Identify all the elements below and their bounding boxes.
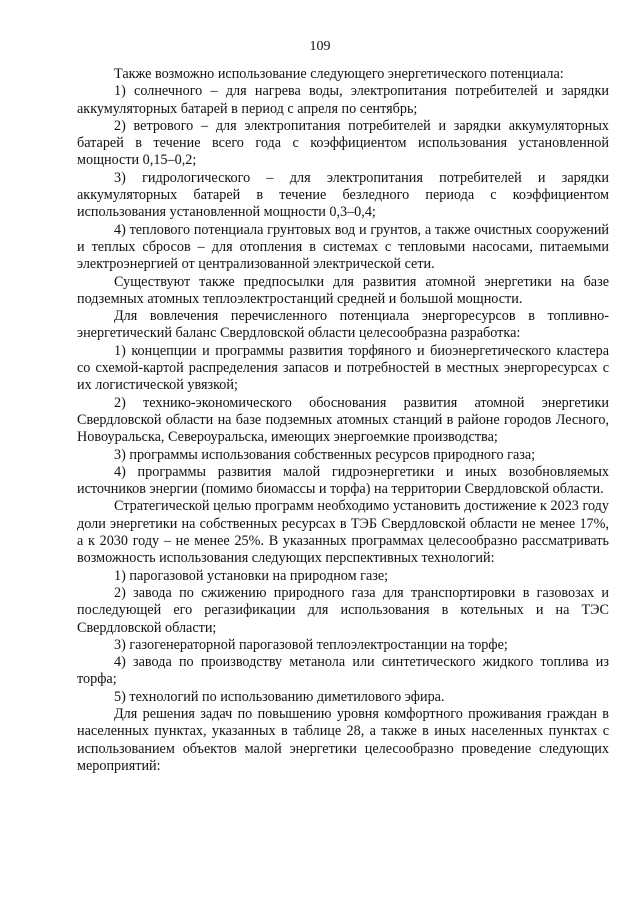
paragraph: Стратегической целью программ необходимо установить достижение к 2023 году доли энергетики на собственных ресурсах в ТЭБ Свердловской области не менее 17%, а к 2030 году – не менее 25%. В указанных программах целесообразно рассматривать возможность использования следующих перспективных технологий: — [77, 498, 609, 567]
list-item: 5) технологий по использованию диметилового эфира. — [114, 688, 445, 705]
list-item: 4) программы развития малой гидроэнергетики и иных возобновляемых источников энергии (помимо биомассы и торфа) на территории Свердловской области. — [77, 463, 609, 498]
list-item: 1) солнечного – для нагрева воды, электропитания потребителей и зарядки аккумуляторных батарей в период с апреля по сентябрь; — [77, 83, 609, 117]
list-item: 4) завода по производству метанола или синтетического жидкого топлива из торфа; — [77, 654, 609, 688]
paragraph: Также возможно использование следующего энергетического потенциала: — [114, 66, 564, 82]
page-number: 109 — [309, 39, 331, 54]
list-item: 1) парогазовой установки на природном газе; — [114, 567, 389, 584]
list-item: 2) технико-экономического обоснования развития атомной энергетики Свердловской области на базе подземных атомных станций в районе городов Лесного, Новоуральска, Североуральска, имеющих энергоемкие производства; — [77, 394, 609, 446]
list-item: 3) гидрологического – для электропитания потребителей и зарядки аккумуляторных батарей в течение безледного периода с коэффициентом использования установленной мощности 0,3–0,4; — [77, 169, 609, 221]
list-item: 2) завода по сжижению природного газа для транспортировки в газовозах и последующей его регазификации для использования в котельных и на ТЭС Свердловской области; — [77, 584, 609, 636]
body-text — [77, 66, 609, 775]
list-item: 3) программы использования собственных ресурсов природного газа; — [114, 446, 536, 463]
list-item: 4) теплового потенциала грунтовых вод и грунтов, а также очистных сооружений и теплых сбросов – для отопления в системах с тепловыми насосами, питаемыми электроэнергией от централизованной электрической сети. — [77, 221, 609, 273]
list-item: 2) ветрового – для электропитания потребителей и зарядки аккумуляторных батарей в течение всего года с коэффициентом использования установленной мощности 0,15–0,2; — [77, 117, 609, 169]
paragraph: Для решения задач по повышению уровня комфортного проживания граждан в населенных пунктах, указанных в таблице 28, а также в иных населенных пунктах с использованием объектов малой энергетики целесообразно проведение следующих мероприятий: — [77, 705, 609, 774]
paragraph: Существуют также предпосылки для развития атомной энергетики на базе подземных атомных теплоэлектростанций средней и большой мощности. — [77, 273, 609, 307]
paragraph: Для вовлечения перечисленного потенциала энергоресурсов в топливно-энергетический баланс Свердловской области целесообразна разработка: — [77, 308, 609, 342]
list-item: 3) газогенераторной парогазовой теплоэлектростанции на торфе; — [114, 636, 508, 653]
list-item: 1) концепции и программы развития торфяного и биоэнергетического кластера со схемой-картой распределения запасов и потребностей в местных энергоресурсах с их логистической увязкой; — [77, 342, 609, 394]
